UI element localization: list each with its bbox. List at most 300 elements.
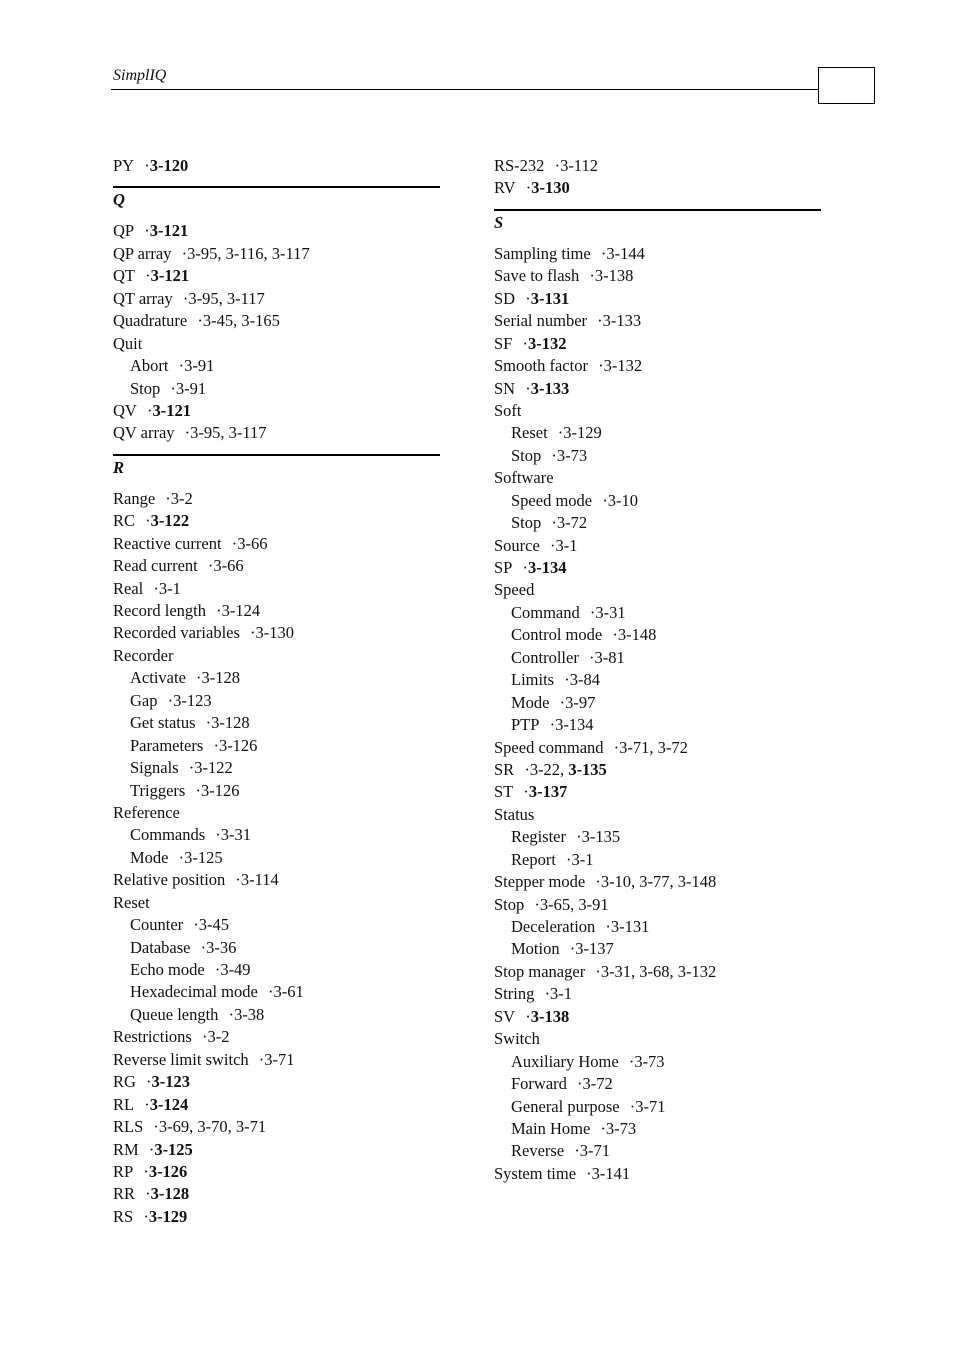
index-term: Stepper mode xyxy=(494,872,586,892)
index-term: Stop xyxy=(494,894,525,914)
page-reference: 3-124 xyxy=(221,601,261,620)
ref-separator: · xyxy=(191,668,202,688)
index-term: Mode xyxy=(511,692,550,712)
ref-separator: · xyxy=(570,1141,580,1161)
page-reference: 3-129 xyxy=(148,1206,188,1226)
page-reference: 3-126 xyxy=(148,1161,188,1181)
index-entry xyxy=(113,1183,440,1205)
index-entry xyxy=(494,265,821,287)
index-term: System time xyxy=(494,1163,577,1183)
section-divider xyxy=(494,209,821,211)
page-reference: 3-138 xyxy=(594,266,634,286)
index-subentry xyxy=(494,714,821,736)
page-reference: 3-122 xyxy=(150,511,190,531)
index-term: RV xyxy=(494,178,516,198)
index-entry xyxy=(113,310,440,332)
ref-separator: · xyxy=(177,243,188,263)
page-reference: 3-31, 3-68, 3-132 xyxy=(600,961,717,981)
index-subentry xyxy=(113,1004,440,1026)
section-letter: R xyxy=(113,457,125,477)
page-reference: 3-71 xyxy=(635,1096,666,1116)
index-entry xyxy=(113,555,440,577)
index-term: QV array xyxy=(113,423,175,443)
page-reference: 3-95, 3-117 xyxy=(188,288,265,308)
page-reference: 3-121 xyxy=(150,266,190,286)
index-term: RG xyxy=(113,1072,136,1092)
ref-separator: · xyxy=(596,1118,606,1138)
page-reference: 3-128 xyxy=(211,713,250,733)
section-letter: S xyxy=(494,212,504,232)
index-entry xyxy=(494,961,821,983)
index-subentry xyxy=(113,981,440,1003)
page-reference: 3-38 xyxy=(234,1004,265,1024)
page-reference: 3-133 xyxy=(530,378,570,398)
page-reference: 3-134 xyxy=(527,558,567,577)
index-term: Smooth factor xyxy=(494,356,588,376)
ref-separator: · xyxy=(163,690,174,710)
index-term: Save to flash xyxy=(494,266,580,286)
ref-separator: · xyxy=(144,1139,155,1159)
page-reference: 3-132 xyxy=(603,356,643,376)
index-entry xyxy=(494,400,821,422)
ref-separator: · xyxy=(139,1161,149,1181)
index-term: Report xyxy=(511,849,556,869)
page-reference: 3-134 xyxy=(555,715,594,735)
ref-separator: · xyxy=(141,266,151,286)
page-reference: 3-45 xyxy=(198,915,230,935)
page-reference: 3-1 xyxy=(555,535,578,555)
index-term: Get status xyxy=(130,713,196,733)
index-entry xyxy=(113,155,440,177)
index-term: Limits xyxy=(511,670,555,690)
page-reference: 3-126 xyxy=(218,735,258,755)
index-subentry xyxy=(113,937,440,959)
index-entry xyxy=(113,533,440,555)
page-reference: 3-69, 3-70, 3-71 xyxy=(158,1117,267,1137)
index-term: QP array xyxy=(113,243,172,263)
page-reference: 3-10 xyxy=(607,490,638,510)
page-reference: 3-10, 3-77, 3-148 xyxy=(600,872,717,892)
ref-separator: · xyxy=(601,917,611,936)
index-entry xyxy=(113,1139,440,1161)
index-term: Read current xyxy=(113,556,198,576)
page-reference: 3-66 xyxy=(237,533,268,553)
index-subentry xyxy=(113,824,440,846)
page-reference: 3-137 xyxy=(575,939,614,959)
index-term: Gap xyxy=(130,690,158,710)
ref-separator: · xyxy=(530,894,540,914)
index-entry xyxy=(494,378,821,400)
index-term: QT array xyxy=(113,288,173,308)
index-entry xyxy=(113,1161,440,1183)
index-term: Abort xyxy=(130,356,169,376)
index-term: Mode xyxy=(130,847,169,867)
index-entry xyxy=(113,1049,440,1071)
index-subentry xyxy=(494,1051,821,1073)
ref-separator: · xyxy=(189,915,199,935)
index-entry xyxy=(113,1071,440,1093)
ref-separator: · xyxy=(540,984,550,1004)
page-reference: 3-130 xyxy=(531,178,570,198)
page-reference: 3-73 xyxy=(605,1118,637,1138)
page-reference: 3-1 xyxy=(571,849,594,869)
page-reference: 3-128 xyxy=(150,1184,190,1204)
index-entry xyxy=(494,1163,821,1185)
ref-separator: · xyxy=(555,692,566,712)
index-term: Stop xyxy=(130,378,161,398)
index-entry xyxy=(113,1116,440,1138)
index-subentry xyxy=(113,712,440,734)
ref-separator: · xyxy=(545,715,556,735)
ref-separator: · xyxy=(149,1117,159,1137)
page-reference: 3-132 xyxy=(527,333,567,353)
page-reference: 3-72 xyxy=(582,1074,613,1094)
index-term: Recorder xyxy=(113,645,174,665)
ref-separator: · xyxy=(139,1206,149,1226)
index-entry xyxy=(494,1006,821,1028)
ref-separator: · xyxy=(174,356,185,376)
index-term: Status xyxy=(494,804,535,824)
index-subentry xyxy=(113,914,440,936)
section-letter: Q xyxy=(113,190,125,210)
index-section xyxy=(113,186,440,211)
page-reference: 3-95, 3-117 xyxy=(190,423,267,443)
page-reference: 3-73 xyxy=(556,445,588,465)
index-term: Stop xyxy=(511,445,542,465)
page-reference: 3-125 xyxy=(154,1139,193,1159)
index-term: Forward xyxy=(511,1074,567,1094)
running-header-title: SimplIQ xyxy=(113,67,167,84)
index-term: RLS xyxy=(113,1117,144,1137)
page-reference: 3-73 xyxy=(634,1051,665,1071)
index-entry xyxy=(494,177,821,199)
page-reference: 3-1 xyxy=(549,984,572,1004)
index-entry xyxy=(494,155,821,177)
index-entry xyxy=(113,333,440,355)
ref-separator: · xyxy=(184,758,195,778)
index-entry xyxy=(113,1094,440,1116)
index-term: Range xyxy=(113,488,156,508)
ref-separator: · xyxy=(598,490,608,510)
index-entry xyxy=(494,894,821,916)
index-term: Speed command xyxy=(494,737,604,757)
index-term: RR xyxy=(113,1184,136,1204)
page-reference: 3-131 xyxy=(610,917,650,936)
ref-separator: · xyxy=(141,1184,151,1204)
index-subentry xyxy=(494,624,821,646)
page-reference: 3-22, xyxy=(529,759,569,779)
index-entry xyxy=(494,579,821,601)
ref-separator: · xyxy=(547,513,557,533)
index-term: Speed xyxy=(494,580,535,600)
ref-separator: · xyxy=(521,178,532,198)
ref-separator: · xyxy=(212,601,222,620)
index-subentry xyxy=(113,959,440,981)
index-subentry xyxy=(494,669,821,691)
index-term: Reference xyxy=(113,802,180,822)
ref-separator: · xyxy=(584,647,595,667)
ref-separator: · xyxy=(553,423,564,443)
page-reference: 3-133 xyxy=(602,311,642,331)
index-entry xyxy=(113,600,440,622)
page-reference: 3-138 xyxy=(530,1006,570,1026)
page-reference: 3-148 xyxy=(617,625,657,645)
index-entry xyxy=(494,804,821,826)
page-number-box xyxy=(818,67,875,104)
ref-separator: · xyxy=(585,266,595,286)
page-reference: 3-97 xyxy=(565,692,596,712)
index-column-left xyxy=(113,155,440,1228)
index-term: Sampling time xyxy=(494,243,591,263)
ref-separator: · xyxy=(193,311,203,331)
index-entry xyxy=(494,737,821,759)
index-term: PTP xyxy=(511,715,540,735)
page-reference: 3-91 xyxy=(184,356,215,376)
index-subentry xyxy=(494,1073,821,1095)
index-subentry xyxy=(494,1118,821,1140)
page-reference: 3-121 xyxy=(149,221,189,241)
index-term: Main Home xyxy=(511,1118,591,1138)
ref-separator: · xyxy=(593,311,603,331)
index-entry xyxy=(113,578,440,600)
index-subentry xyxy=(113,757,440,779)
index-term: Source xyxy=(494,535,540,555)
index-subentry xyxy=(494,602,821,624)
index-subentry xyxy=(494,692,821,714)
index-term: Activate xyxy=(130,668,186,688)
index-subentry xyxy=(494,1096,821,1118)
index-subentry xyxy=(113,378,440,400)
index-term: Speed mode xyxy=(511,490,593,510)
index-term: QT xyxy=(113,266,135,286)
index-term: Serial number xyxy=(494,311,588,331)
page-reference: 3-95, 3-116, 3-117 xyxy=(187,243,310,263)
index-entry xyxy=(494,871,821,893)
index-term: PY xyxy=(113,156,135,175)
index-term: QV xyxy=(113,400,137,420)
ref-separator: · xyxy=(178,288,189,308)
ref-separator: · xyxy=(521,378,531,398)
ref-separator: · xyxy=(565,939,576,959)
ref-separator: · xyxy=(520,759,530,779)
index-entry xyxy=(113,869,440,891)
index-subentry xyxy=(113,735,440,757)
index-entry xyxy=(494,781,821,803)
index-section xyxy=(113,454,440,479)
ref-separator: · xyxy=(166,378,176,398)
index-term: Stop manager xyxy=(494,961,586,981)
ref-separator: · xyxy=(624,1051,635,1071)
index-entry xyxy=(494,310,821,332)
page-reference: 3-125 xyxy=(184,847,223,867)
index-term: Switch xyxy=(494,1029,540,1049)
ref-separator: · xyxy=(196,937,207,957)
index-subentry xyxy=(113,355,440,377)
ref-separator: · xyxy=(197,1027,208,1047)
index-term: SF xyxy=(494,333,513,353)
index-term: Signals xyxy=(130,758,179,778)
ref-separator: · xyxy=(211,825,221,845)
page-reference: 3-61 xyxy=(273,982,304,1002)
index-term: Software xyxy=(494,468,554,488)
index-term: Reset xyxy=(113,892,150,912)
ref-separator: · xyxy=(591,872,601,892)
index-term: ST xyxy=(494,782,514,802)
ref-separator: · xyxy=(596,243,607,263)
ref-separator: · xyxy=(191,780,201,800)
page-reference: 3-2 xyxy=(207,1027,230,1047)
page-reference: 3-66 xyxy=(213,556,244,576)
page-reference: 3-65, 3-91 xyxy=(539,894,609,914)
index-term: Queue length xyxy=(130,1004,219,1024)
ref-separator: · xyxy=(521,288,531,308)
index-term: SV xyxy=(494,1006,516,1026)
ref-separator: · xyxy=(608,625,618,645)
index-term: QP xyxy=(113,221,135,241)
index-term: General purpose xyxy=(511,1096,620,1116)
index-entry xyxy=(113,1206,440,1228)
ref-separator: · xyxy=(609,737,620,757)
index-term: Control mode xyxy=(511,625,603,645)
index-term: Database xyxy=(130,937,191,957)
index-entry xyxy=(494,288,821,310)
ref-separator: · xyxy=(141,511,151,531)
ref-separator: · xyxy=(545,535,556,555)
header-rule xyxy=(111,89,819,90)
index-term: Echo mode xyxy=(130,960,205,979)
index-entry xyxy=(113,1026,440,1048)
page-reference: 3-2 xyxy=(170,488,193,508)
ref-separator: · xyxy=(518,333,528,353)
index-term: Soft xyxy=(494,400,522,420)
page-reference: 3-49 xyxy=(220,960,251,979)
page-reference: 3-144 xyxy=(606,243,645,263)
index-term: Motion xyxy=(511,939,560,959)
index-term: RS-232 xyxy=(494,156,545,175)
ref-separator: · xyxy=(245,623,256,643)
page-reference: 3-123 xyxy=(151,1072,191,1092)
page-reference: 3-36 xyxy=(206,937,237,957)
page-reference: 3-124 xyxy=(149,1094,189,1114)
index-entry xyxy=(494,333,821,355)
index-term: Reset xyxy=(511,423,548,443)
ref-separator: · xyxy=(593,356,604,376)
index-subentry xyxy=(494,647,821,669)
index-entry xyxy=(494,535,821,557)
index-term: RC xyxy=(113,511,136,531)
ref-separator: · xyxy=(519,782,529,802)
page-reference: 3-72 xyxy=(556,513,588,533)
index-term: Reverse xyxy=(511,1141,565,1161)
ref-separator: · xyxy=(209,735,219,755)
index-entry xyxy=(494,983,821,1005)
index-entry xyxy=(113,510,440,532)
index-term: String xyxy=(494,984,535,1004)
index-term: Commands xyxy=(130,825,206,845)
ref-separator: · xyxy=(572,1074,583,1094)
ref-separator: · xyxy=(201,713,212,733)
index-entry xyxy=(494,243,821,265)
ref-separator: · xyxy=(161,488,171,508)
index-entry xyxy=(113,892,440,914)
ref-separator: · xyxy=(585,602,596,622)
index-term: Command xyxy=(511,602,580,622)
ref-separator: · xyxy=(141,1072,152,1092)
index-column-right xyxy=(494,155,821,1185)
page-reference: 3-130 xyxy=(255,623,295,643)
page-reference: 3-31 xyxy=(595,602,626,622)
page-reference: 3-137 xyxy=(528,782,568,802)
ref-separator: · xyxy=(263,982,274,1002)
ref-separator: · xyxy=(140,156,150,175)
page-reference: 3-112 xyxy=(560,156,598,175)
ref-separator: · xyxy=(521,1006,531,1026)
page-reference: 3-120 xyxy=(149,156,189,175)
ref-separator: · xyxy=(582,1163,592,1183)
ref-separator: · xyxy=(518,558,528,577)
index-subentry xyxy=(494,849,821,871)
page-reference: 3-114 xyxy=(240,870,279,890)
index-entry xyxy=(113,488,440,510)
ref-separator: · xyxy=(140,221,150,241)
index-term: Restrictions xyxy=(113,1027,192,1047)
index-section xyxy=(494,209,821,234)
page-reference: 3-45, 3-165 xyxy=(202,311,280,331)
index-entry xyxy=(494,759,821,781)
index-term: Deceleration xyxy=(511,917,596,936)
index-entry xyxy=(494,355,821,377)
page-reference: 3-126 xyxy=(200,780,240,800)
index-term: Parameters xyxy=(130,735,204,755)
index-term: Hexadecimal mode xyxy=(130,982,258,1002)
ref-separator: · xyxy=(561,849,572,869)
index-term: RS xyxy=(113,1206,134,1226)
index-entry xyxy=(113,288,440,310)
ref-separator: · xyxy=(572,827,582,847)
index-subentry xyxy=(113,667,440,689)
section-divider xyxy=(113,186,440,188)
ref-separator: · xyxy=(140,1094,150,1114)
ref-separator: · xyxy=(210,960,221,979)
ref-separator: · xyxy=(550,156,561,175)
index-entry xyxy=(113,220,440,242)
index-term: Quit xyxy=(113,333,143,353)
page-reference: 3-122 xyxy=(194,758,233,778)
index-subentry xyxy=(113,690,440,712)
index-entry xyxy=(113,243,440,265)
index-entry xyxy=(494,557,821,579)
index-subentry xyxy=(494,445,821,467)
index-term: Register xyxy=(511,827,566,847)
ref-separator: · xyxy=(231,870,241,890)
index-term: SR xyxy=(494,759,515,779)
index-term: Relative position xyxy=(113,870,226,890)
ref-separator: · xyxy=(149,578,159,598)
index-subentry xyxy=(113,780,440,802)
index-term: Counter xyxy=(130,915,184,935)
page-reference: 3-121 xyxy=(152,400,191,420)
page-reference: 3-135 xyxy=(581,827,621,847)
ref-separator: · xyxy=(254,1049,265,1069)
page-reference: 3-71 xyxy=(264,1049,295,1069)
page-reference: 3-135 xyxy=(568,759,607,779)
page-reference: 3-131 xyxy=(530,288,570,308)
index-term: Triggers xyxy=(130,780,186,800)
index-term: RP xyxy=(113,1161,134,1181)
index-term: Record length xyxy=(113,601,207,620)
ref-separator: · xyxy=(547,445,557,465)
page-reference: 3-141 xyxy=(591,1163,631,1183)
